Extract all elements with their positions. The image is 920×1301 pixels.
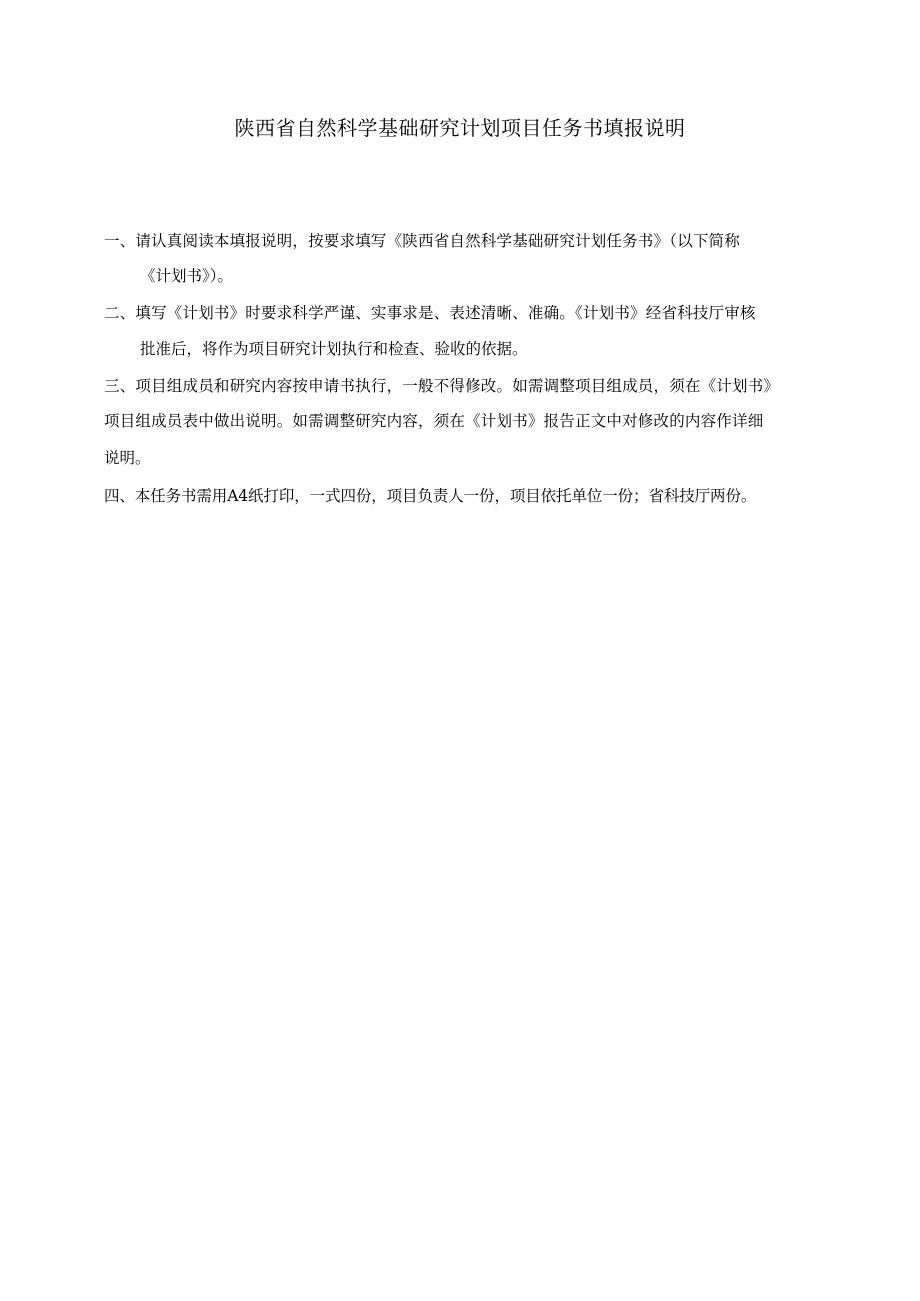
instruction-1-line-2: 《计划书》）。 [140,267,234,285]
instruction-4-line-1: 四、本任务书需用A4纸打印，一式四份，项目负责人一份，项目依托单位一份；省科技厅两份。 [104,487,757,505]
document-title: 陕西省自然科学基础研究计划项目任务书填报说明 [234,116,686,140]
instruction-3-line-2: 项目组成员表中做出说明。如需调整研究内容，须在《计划书》报告正文中对修改的内容作详细 [104,412,764,430]
instruction-3-line-1: 三、项目组成员和研究内容按申请书执行，一般不得修改。如需调整项目组成员，须在《计划书》 [104,377,780,395]
instruction-3-line-3: 说明。 [104,449,151,467]
instruction-2-line-1: 二、填写《计划书》时要求科学严谨、实事求是、表述清晰、准确。《计划书》经省科技厅审核 [104,304,756,322]
instruction-1-line-1: 一、请认真阅读本填报说明，按要求填写《陕西省自然科学基础研究计划任务书》（以下简称 [104,232,740,250]
instruction-2-line-2: 批准后，将作为项目研究计划执行和检查、验收的依据。 [140,340,528,358]
